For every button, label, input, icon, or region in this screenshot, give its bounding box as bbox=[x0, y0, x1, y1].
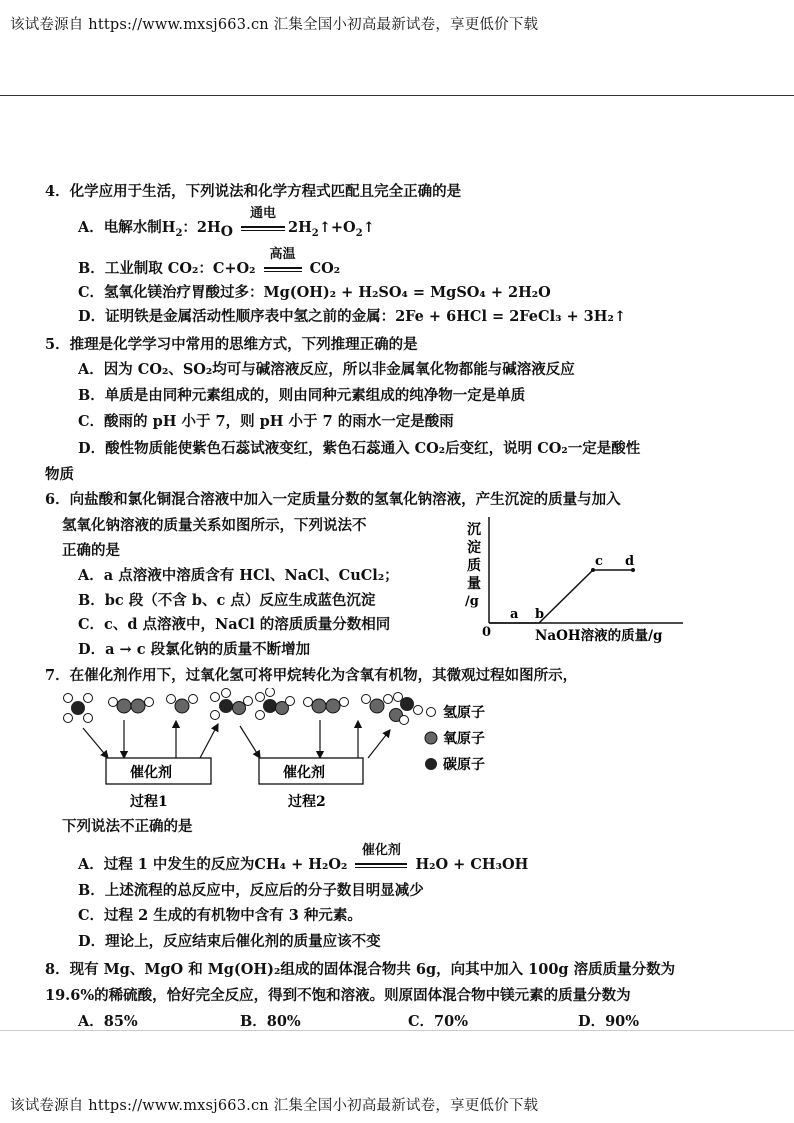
molecule-ch4 bbox=[64, 694, 93, 723]
graph-ylabel-1: 沉 bbox=[467, 522, 481, 538]
q8-stem-2: 19.6%的稀硫酸，恰好完全反应，得到不饱和溶液。则原固体混合物中镁元素的质量分数为 bbox=[45, 987, 631, 1004]
condition-high-temp: 高温 bbox=[264, 260, 302, 277]
catalyst-label-2: 催化剂 bbox=[283, 765, 325, 781]
q5-option-d: D．酸性物质能使紫色石蕊试液变红，紫色石蕊通入 CO₂后变红，说明 CO₂一定是酸性 bbox=[78, 440, 641, 457]
q8-option-a: A．85% bbox=[78, 1013, 138, 1030]
page-footer: 该试卷源自 https://www.mxsj663.cn 汇集全国小初高最新试卷，享更低价下载 bbox=[10, 1098, 539, 1114]
molecule-h2o2-2 bbox=[304, 698, 349, 714]
q6-stem-3: 正确的是 bbox=[62, 542, 120, 559]
legend-h: 氢原子 bbox=[443, 705, 485, 721]
graph-xlabel: NaOH溶液的质量/g bbox=[535, 628, 663, 644]
q4-option-b: B．工业制取 CO₂：C+O₂ 高温 CO₂ bbox=[78, 247, 341, 277]
graph-ylabel-4: 量 bbox=[467, 576, 481, 592]
molecule-ch3oh-2 bbox=[256, 688, 295, 720]
q7-option-d: D．理论上，反应结束后催化剂的质量应该不变 bbox=[78, 933, 381, 950]
q6-option-b: B．bc 段（不含 b、c 点）反应生成蓝色沉淀 bbox=[78, 592, 376, 609]
condition-electrify: 通电 bbox=[241, 219, 285, 236]
q4-option-a: A．电解水制$H_2$：$2H_O$ 通电 $2H_2↑+O_2↑$ bbox=[78, 206, 375, 240]
label-c: c bbox=[595, 554, 603, 569]
q4-stem: 4．化学应用于生活，下列说法和化学方程式匹配且完全正确的是 bbox=[45, 183, 462, 200]
graph-ylabel-2: 淀 bbox=[467, 540, 481, 556]
q7-option-c: C．过程 2 生成的有机物中含有 3 种元素。 bbox=[78, 907, 362, 924]
q5-option-c: C．酸雨的 pH 小于 7，则 pH 小于 7 的雨水一定是酸雨 bbox=[78, 413, 454, 430]
q6-option-c: C．c、d 点溶液中，NaCl 的溶质质量分数相同 bbox=[78, 616, 391, 633]
legend-o-icon bbox=[425, 732, 437, 744]
q7-option-a: A．过程 1 中发生的反应为CH₄ + H₂O₂ 催化剂 H₂O + CH₃OH bbox=[78, 843, 529, 873]
q7-sub-stem: 下列说法不正确的是 bbox=[62, 818, 193, 835]
graph-origin: 0 bbox=[482, 625, 492, 640]
q8-option-b: B．80% bbox=[240, 1013, 301, 1030]
q6-stem-2: 氢氧化钠溶液的质量关系如图所示，下列说法不 bbox=[62, 517, 367, 534]
molecule-h2o-1 bbox=[167, 695, 198, 714]
footer-rule bbox=[0, 1030, 794, 1031]
molecule-h2o-2 bbox=[362, 695, 393, 714]
process-2-label: 过程2 bbox=[288, 794, 326, 810]
q4-option-c: C．氢氧化镁治疗胃酸过多：Mg(OH)₂ + H₂SO₄ = MgSO₄ + 2H₂O bbox=[78, 284, 551, 301]
legend-o: 氧原子 bbox=[443, 731, 485, 747]
q5-option-b: B．单质是由同种元素组成的，则由同种元素组成的纯净物一定是单质 bbox=[78, 387, 526, 404]
legend-c-icon bbox=[425, 758, 437, 770]
q7-option-b: B．上述流程的总反应中，反应后的分子数目明显减少 bbox=[78, 882, 424, 899]
legend-h-icon bbox=[427, 708, 436, 717]
label-b: b bbox=[535, 607, 545, 622]
graph-ylabel-5: /g bbox=[465, 594, 479, 609]
q8-stem-1: 8．现有 Mg、MgO 和 Mg(OH)₂组成的固体混合物共 6g，向其中加入 100g 溶质质量分数为 bbox=[45, 961, 676, 978]
label-a: a bbox=[510, 607, 519, 622]
process-1-label: 过程1 bbox=[130, 794, 168, 810]
condition-catalyst: 催化剂 bbox=[355, 856, 407, 873]
label-d: d bbox=[625, 554, 635, 569]
q4-option-d: D．证明铁是金属活动性顺序表中氢之前的金属：2Fe + 6HCl = 2FeCl₃ + 3H₂↑ bbox=[78, 308, 626, 325]
q6-graph bbox=[455, 512, 690, 652]
q5-option-a: A．因为 CO₂、SO₂均可与碱溶液反应，所以非金属氧化物都能与碱溶液反应 bbox=[78, 361, 575, 378]
q7-stem: 7．在催化剂作用下，过氧化氢可将甲烷转化为含氧有机物，其微观过程如图所示， bbox=[45, 667, 578, 684]
q5-option-d-cont: 物质 bbox=[45, 466, 74, 483]
header-rule bbox=[0, 95, 794, 96]
molecule-h2o2 bbox=[109, 698, 154, 714]
q8-option-d: D．90% bbox=[578, 1013, 640, 1030]
q6-stem-1: 6．向盐酸和氯化铜混合溶液中加入一定质量分数的氢氧化钠溶液，产生沉淀的质量与加入 bbox=[45, 491, 621, 508]
q6-option-d: D．a → c 段氯化钠的质量不断增加 bbox=[78, 641, 311, 658]
catalyst-label-1: 催化剂 bbox=[130, 765, 172, 781]
q8-option-c: C．70% bbox=[408, 1013, 468, 1030]
molecule-product-2 bbox=[390, 693, 423, 725]
graph-ylabel-3: 质 bbox=[467, 558, 481, 574]
legend-c: 碳原子 bbox=[443, 757, 485, 773]
page-header: 该试卷源自 https://www.mxsj663.cn 汇集全国小初高最新试卷，享更低价下载 bbox=[10, 17, 539, 33]
molecule-ch3oh-1 bbox=[211, 689, 253, 720]
q7-diagram bbox=[58, 688, 518, 813]
q6-option-a: A．a 点溶液中溶质含有 HCl、NaCl、CuCl₂； bbox=[78, 567, 399, 584]
q5-stem: 5．推理是化学学习中常用的思维方式，下列推理正确的是 bbox=[45, 336, 418, 353]
